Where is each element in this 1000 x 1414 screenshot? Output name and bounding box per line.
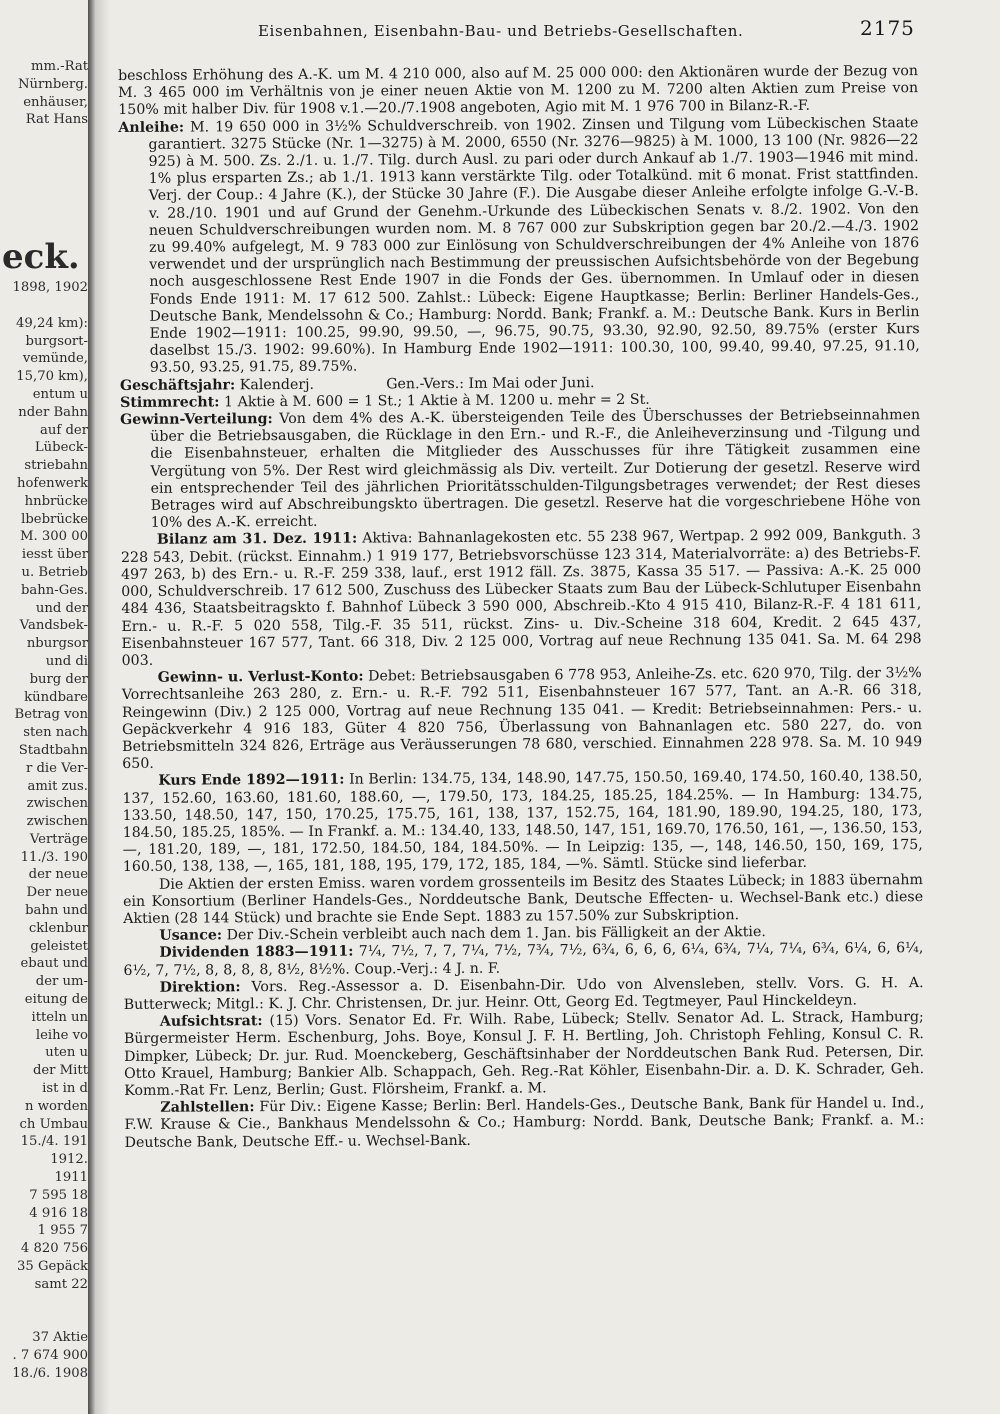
left-fragment-line: samt 22 xyxy=(34,1276,88,1292)
paragraph-capital-increase xyxy=(118,63,918,119)
left-fragment-line: ebaut und xyxy=(20,956,88,972)
left-fragment-line xyxy=(0,1294,88,1312)
left-fragment-line: 1912. xyxy=(50,1152,88,1168)
left-fragment-line: kündbare xyxy=(24,689,88,705)
left-fragment-line: zwischen xyxy=(26,814,88,830)
left-fragment-line: lbebrücke xyxy=(21,511,88,527)
left-fragment-line: entum u xyxy=(32,386,88,402)
left-fragment-line: enhäuser, xyxy=(23,94,88,110)
paragraph-label: Gewinn-Verteilung: xyxy=(120,411,273,429)
paragraph-dividenden xyxy=(123,940,923,979)
left-fragment-line: r die Ver- xyxy=(25,760,88,776)
left-fragment-line: M. 300 00 xyxy=(19,529,88,545)
left-fragment-line: geleistet xyxy=(30,938,88,954)
paragraph-text: Kalenderj. Gen.-Vers.: Im Mai oder Juni. xyxy=(235,374,595,393)
left-fragment-line: burgsort- xyxy=(25,333,88,349)
document-body xyxy=(118,63,925,1152)
running-header xyxy=(120,16,920,42)
paragraph-aufsichtsrat xyxy=(124,1009,925,1100)
left-fragment-line: der Mitt xyxy=(32,1063,88,1079)
paragraph-aktien-emission xyxy=(123,872,923,928)
left-fragment-line: und di xyxy=(45,653,88,669)
paragraph-text: Debet: Betriebsausgaben 6 778 953, Anleihe-Zs. etc. 620 970, Tilg. der 3½% Vorrechtsanleihe 263 280, z. Ern.- u. R.-F. 792 511, Eisenbahnsteuer 167 577, Tant. an A.-R. 66 318, Reingewinn (Div.) 2 125 000, Vortrag auf neue Rechnung 135 041. — Kredit: Betriebseinnahmen: Pers.- u. Gepäckverkehr 4 916 183, Güter 4 820 756, Überlassung von Bahnanlagen etc. 580 227, do. von Betriebsmitteln 324 826, Erträge aus Veräusserungen 78 680, verschied. Einnahmen 228 978. Sa. M. 10 949 650. xyxy=(121,665,923,773)
left-fragment-line: 1 955 7 xyxy=(37,1223,88,1239)
left-fragment-line: u. Betrieb xyxy=(21,564,88,580)
paragraph-text: Die Aktien der ersten Emiss. waren vordem grossenteils im Besitz des Staates Lübeck; in 1883 übernahm ein Konsortium (Berliner Handels-Ges., Norddeutsche Bank, Deutsche Effecten- u. Wechsel-Bank etc.) diese Aktien (28 144 Stück) und brachte sie Ende Sept. 1883 zu 157.50% zur Subskription. xyxy=(123,871,924,927)
left-fragment-line: 18./6. 1908 xyxy=(12,1365,88,1378)
left-fragment-line: und der xyxy=(35,600,88,616)
left-fragment-line: 4 820 756 xyxy=(20,1241,88,1257)
left-fragment-line: amit zus. xyxy=(27,778,88,794)
left-fragment-line: hofenwerk xyxy=(17,475,88,491)
left-fragment-line: nburgsor xyxy=(26,636,88,652)
left-fragment-line: . 7 674 900 xyxy=(12,1348,88,1363)
paragraph-bilanz xyxy=(121,528,922,671)
paragraph-anleihe xyxy=(118,115,920,378)
left-fragment-line: striebahn xyxy=(24,458,88,474)
left-fragment-line: 15,70 km), xyxy=(16,369,88,385)
left-fragment-line: 15./4. 191 xyxy=(20,1134,88,1150)
left-fragment-line: 49,24 km): xyxy=(15,315,88,331)
left-fragment-line: Rat Hans xyxy=(25,112,88,128)
left-fragment-line: bahn-Ges. xyxy=(20,582,88,598)
left-fragment-line: uten u xyxy=(45,1045,88,1061)
left-fragment-line: auf der xyxy=(40,422,88,438)
left-fragment-line: vemünde, xyxy=(22,351,88,367)
header-title: Eisenbahnen, Eisenbahn-Bau- und Betriebs-Gesellschaften. xyxy=(258,22,744,40)
left-fragment-line: Stadtbahn xyxy=(18,742,88,758)
left-fragment-line: n worden xyxy=(25,1098,88,1114)
page-gutter-shade xyxy=(96,0,110,1414)
left-fragment-line: 11./3. 190 xyxy=(20,849,88,865)
paragraph-label: Kurs Ende 1892—1911: xyxy=(158,771,345,790)
paragraph-label: Aufsichtsrat: xyxy=(159,1013,263,1030)
left-fragment-line: 7 595 18 xyxy=(29,1187,88,1203)
left-fragment-line: der neue xyxy=(28,867,88,883)
left-fragment-line: sten nach xyxy=(23,725,88,741)
paragraph-label: Gewinn- u. Verlust-Konto: xyxy=(157,668,364,686)
left-fragment-line: Verträge xyxy=(29,831,88,847)
paragraph-label: Usance: xyxy=(159,927,223,944)
left-fragment-line: eck. xyxy=(2,237,80,278)
paragraph-label: Zahlstellen: xyxy=(160,1099,255,1116)
paragraph-text: Der Div.-Schein verbleibt auch nach dem 1. Jan. bis Fälligkeit an der Aktie. xyxy=(222,924,766,944)
paragraph-label: Stimmrecht: xyxy=(119,394,220,411)
left-fragment-line: iesst über xyxy=(21,547,88,563)
paragraph-gewinn-verlust xyxy=(122,665,923,773)
paragraph-text: In Berlin: 134.75, 134, 148.90, 147.75, 150.50, 169.40, 174.50, 160.40, 138.50, 137, 152.60, 163.60, 181.60, 188.60, —, 179.50, 173, 184.25, 185.25, 184.25%. — In Hamburg: 134.75, 133.50, 148.50, 147, 150, 170.25, 175.75, 161, 138, 137, 152.75, 164, 181.90, 189.90, 194.25, 180, 173, 184.50, 185.25, 185%. — In Frankf. a. M.: 134.40, 133, 148.50, 147, 151, 169.70, 176.50, 161, —, 136.50, 153, —, 181.20, 189, —, 181, 172.50, 184.50, 184, 184.50%. — In Leipzig: 135, —, 148, 146.50, 150, 169, 175, 160.50, 138, 138, —, 165, 181, 188, 195, 179, 172, 185, 184, —%. Sämtl. Stücke sind lieferbar. xyxy=(122,768,923,876)
left-fragment-line: itteln un xyxy=(31,1009,88,1025)
paragraph-text: Vors. Reg.-Assessor a. D. Eisenbahn-Dir. Udo von Alvensleben, stellv. Vors. G. H. A. Butterweck; Mitgl.: K. J. Chr. Christensen, Dr. jur. Heinr. Ott, Georg Ed. Tegtmeyer, Paul Hinckeldeyn. xyxy=(123,974,924,1013)
paragraph-label: Anleihe: xyxy=(118,119,185,136)
left-fragment-line: bahn und xyxy=(25,903,88,919)
paragraph-label: Direktion: xyxy=(159,979,241,996)
left-fragment-line: mm.-Rat xyxy=(30,59,88,74)
page-gutter-shadow xyxy=(88,0,96,1414)
left-fragment-line: nder Bahn xyxy=(18,404,88,420)
adjacent-page-fragment xyxy=(0,58,88,1378)
paragraph-text: M. 19 650 000 in 3½% Schuldverschreib. von 1902. Zinsen und Tilgung vom Lübeckischen Staate garantiert. 3275 Stücke (Nr. 1—3275) à M. 2000, 6550 (Nr. 3276—9825) à M. 1000, 13 100 (Nr. 9826—22 925) à M. 500. Zs. 2./1. u. 1./7. Tilg. durch Ausl. zu pari oder durch Ankauf ab 1./7. 1903—1946 mit mind. 1% plus ersparten Zs.; ab 1./1. 1913 kann verstärkte Tilg. oder Totalkünd. mit 6 monat. Frist stattfinden. Verj. der Coup.: 4 Jahre (K.), der Stücke 30 Jahre (F.). Die Ausgabe dieser Anleihe erfolgte infolge G.-V.-B. v. 28./10. 1901 und auf Grund der Genehm.-Urkunde des Lübeckischen Senats v. 8./2. 1902. Von den neuen Schuldverschreibungen wurden nom. M. 8 767 000 zur Subskription gegen bar 20./2.—4./3. 1902 zu 99.40% aufgelegt, M. 9 783 000 zur Einlösung von Schuldverschreibungen der 4% Anleihe von 1876 verwendet und der ursprünglich nach Bestimmung der preussischen Aufsichtsbehörde von der Begebung noch ausgeschlossene Rest Ende 1907 in die Fonds der Ges. übernommen. In Umlauf oder in diesen Fonds Ende 1911: M. 17 612 500. Zahlst.: Lübeck: Eigene Hauptkasse; Berlin: Berliner Handels-Ges., Deutsche Bank, Mendelssohn & Co.; Hamburg: Nordd. Bank; Frankf. a. M.: Deutsche Bank. Kurs in Berlin Ende 1902—1911: 100.25, 99.90, 99.50, —, 96.75, 90.75, 93.30, 92.90, 92.50, 89.75% (erster Kurs daselbst 15./3. 1902: 99.60%). In Hamburg Ende 1902—1911: 100.30, 100, 99.40, 99.40, 97.25, 91.10, 93.50, 93.25, 91.75, 89.75%. xyxy=(148,114,920,377)
left-fragment-line: ist in d xyxy=(42,1081,88,1097)
left-fragment-line: Vandsbek- xyxy=(19,618,88,634)
left-fragment-line: der um- xyxy=(35,974,88,990)
paragraph-text: 7¼, 7½, 7, 7, 7¼, 7½, 7¾, 7½, 6¾, 6, 6, 6, 6¼, 6¾, 7¼, 7¼, 6¾, 6¼, 6, 6¼, 6½, 7, 7½, 8, 8, 8, 8, 8½, 8½%. Coup.-Verj.: 4 J. n. F. xyxy=(123,940,924,979)
paragraph-label: Bilanz am 31. Dez. 1911: xyxy=(156,531,358,549)
paragraph-text: 1 Aktie à M. 600 = 1 St.; 1 Aktie à M. 1200 u. mehr = 2 St. xyxy=(219,391,650,411)
left-fragment-line: ch Umbau xyxy=(19,1116,88,1132)
left-fragment-line: Der neue xyxy=(26,885,88,901)
paragraph-text: Für Div.: Eigene Kasse; Berlin: Berl. Handels-Ges., Deutsche Bank, Bank für Handel u. Ind., F.W. Krause & Cie., Bankhaus Mendelssohn & Co.; Hamburg: Nordd. Bank, Deutsche Bank; Frankf. a. M.: Deutsche Bank, Deutsche Eff.- u. Wechsel-Bank. xyxy=(124,1095,925,1151)
left-fragment-line: cklenbur xyxy=(28,920,88,936)
paragraph-kurs xyxy=(122,768,923,876)
left-fragment-line: 4 916 18 xyxy=(29,1205,88,1221)
left-fragment-line: 1911 xyxy=(54,1170,88,1186)
left-fragment-line: zwischen xyxy=(26,796,88,812)
left-fragment-line: Lübeck- xyxy=(34,440,88,456)
paragraph-text: Aktiva: Bahnanlagekosten etc. 55 238 967, Wertpap. 2 992 009, Bankguth. 3 228 543, Debit. (rückst. Einnahm.) 1 919 177, Betriebsvorschüsse 123 314, Materialvorräte: a) des Betriebs-F. 497 263, b) des Ern.- u. R.-F. 259 338, lauf., erst 1912 fäll. Zs. 3875, Kassa 35 517. — Passiva: A.-K. 25 000 000, Schuldverschreib. 17 612 500, Zuschuss des Lübecker Staats zum Bau der Lübeck-Schlutuper Eisenbahn 484 436, Staatsbeitragskto f. Bahnhof Lübeck 3 590 000, Abschreib.-Kto 4 915 410, Bilanz-R.-F. 4 181 611, Ern.- u. R.-F. 5 020 558, Tilg.-F. 35 511, rückst. Zins- u. Div.-Scheine 318 604, Kredit. 2 645 437, Eisenbahnsteuer 167 577, Tant. 66 318, Div. 2 125 000, Vortrag auf neue Rechnung 135 041. Sa. M. 64 298 003. xyxy=(120,527,922,669)
left-fragment-line: burg der xyxy=(29,671,88,687)
paragraph-direktion xyxy=(124,975,924,1014)
paragraph-text: (15) Vors. Senator Ed. Fr. Wilh. Rabe, Lübeck; Stellv. Senator Ad. L. Strack, Hamburg; Bürgermeister Herm. Eschenburg, Johs. Boye, Konsul J. F. H. Bertling, Joh. Christoph Fehling, Konsul C. R. Dimpker, Lübeck; Dr. jur. Rud. Moenckeberg, Geschäftsinhaber der Norddeutschen Bank Rud. Petersen, Dir. Otto Krauel, Hamburg; Bankier Alb. Schappach, Geh. Reg.-Rat Köhler, Eisenbahn-Dir. a. D. K. Schrader, Geh. Komm.-Rat Fr. Lenz, Berlin; Gust. Flörsheim, Frankf. a. M. xyxy=(123,1009,925,1099)
paragraph-zahlstellen xyxy=(124,1095,924,1151)
left-fragment-line: 35 Gepäck xyxy=(17,1259,88,1275)
left-fragment-line xyxy=(0,1311,88,1329)
left-fragment-line: eitung de xyxy=(24,992,88,1008)
paragraph-text: beschloss Erhöhung des A.-K. um M. 4 210 000, also auf M. 25 000 000: den Aktionären wurde der Bezug von M. 3 465 000 im Verhältnis von je einer neuen Aktie von M. 1200 zu M. 7200 alten Aktien zum Preise von 150% mit halber Div. für 1908 v.1.—20./7.1908 angeboten, Agio mit M. 1 976 700 in Bilanz-R.-F. xyxy=(118,63,919,119)
left-fragment-line: Betrag von xyxy=(14,707,88,723)
left-fragment-line: 37 Aktie xyxy=(32,1330,88,1346)
paragraph-label: Dividenden 1883—1911: xyxy=(159,943,354,962)
paragraph-label: Geschäftsjahr: xyxy=(119,376,236,394)
paragraph-gewinn-verteilung xyxy=(120,407,921,532)
left-fragment-line: 1898, 1902 xyxy=(12,280,88,296)
left-fragment-line: hnbrücke xyxy=(24,493,88,509)
paragraph-text: Von dem 4% des A.-K. übersteigenden Teile des Überschusses der Betriebseinnahmen über die Betriebsausgaben, die Rücklage in den Ern.- und R.-F., die Anleiheverzinsung und -Tilgung und die Eisenbahnsteuer, erhalten die Mitglieder des Ausschusses für ihre Tätigkeit zusammen eine Vergütung von 5%. Der Rest wird gleichmässig als Div. verteilt. Zur Dotierung der gesetzl. Reserve wird ein entsprechender Teil des jährlichen Prioritätsschulden-Tilgungsbetrages verwendet; der Rest dieses Betrages wird auf Abschreibungskto übertragen. Die gesetzl. Reserve hat die vorgeschriebene Höhe von 10% des A.-K. erreicht. xyxy=(150,407,921,532)
page-number: 2175 xyxy=(860,16,915,40)
left-fragment-line: Nürnberg. xyxy=(17,76,88,92)
left-fragment-line xyxy=(0,297,88,315)
left-fragment-line: leihe vo xyxy=(35,1027,88,1043)
